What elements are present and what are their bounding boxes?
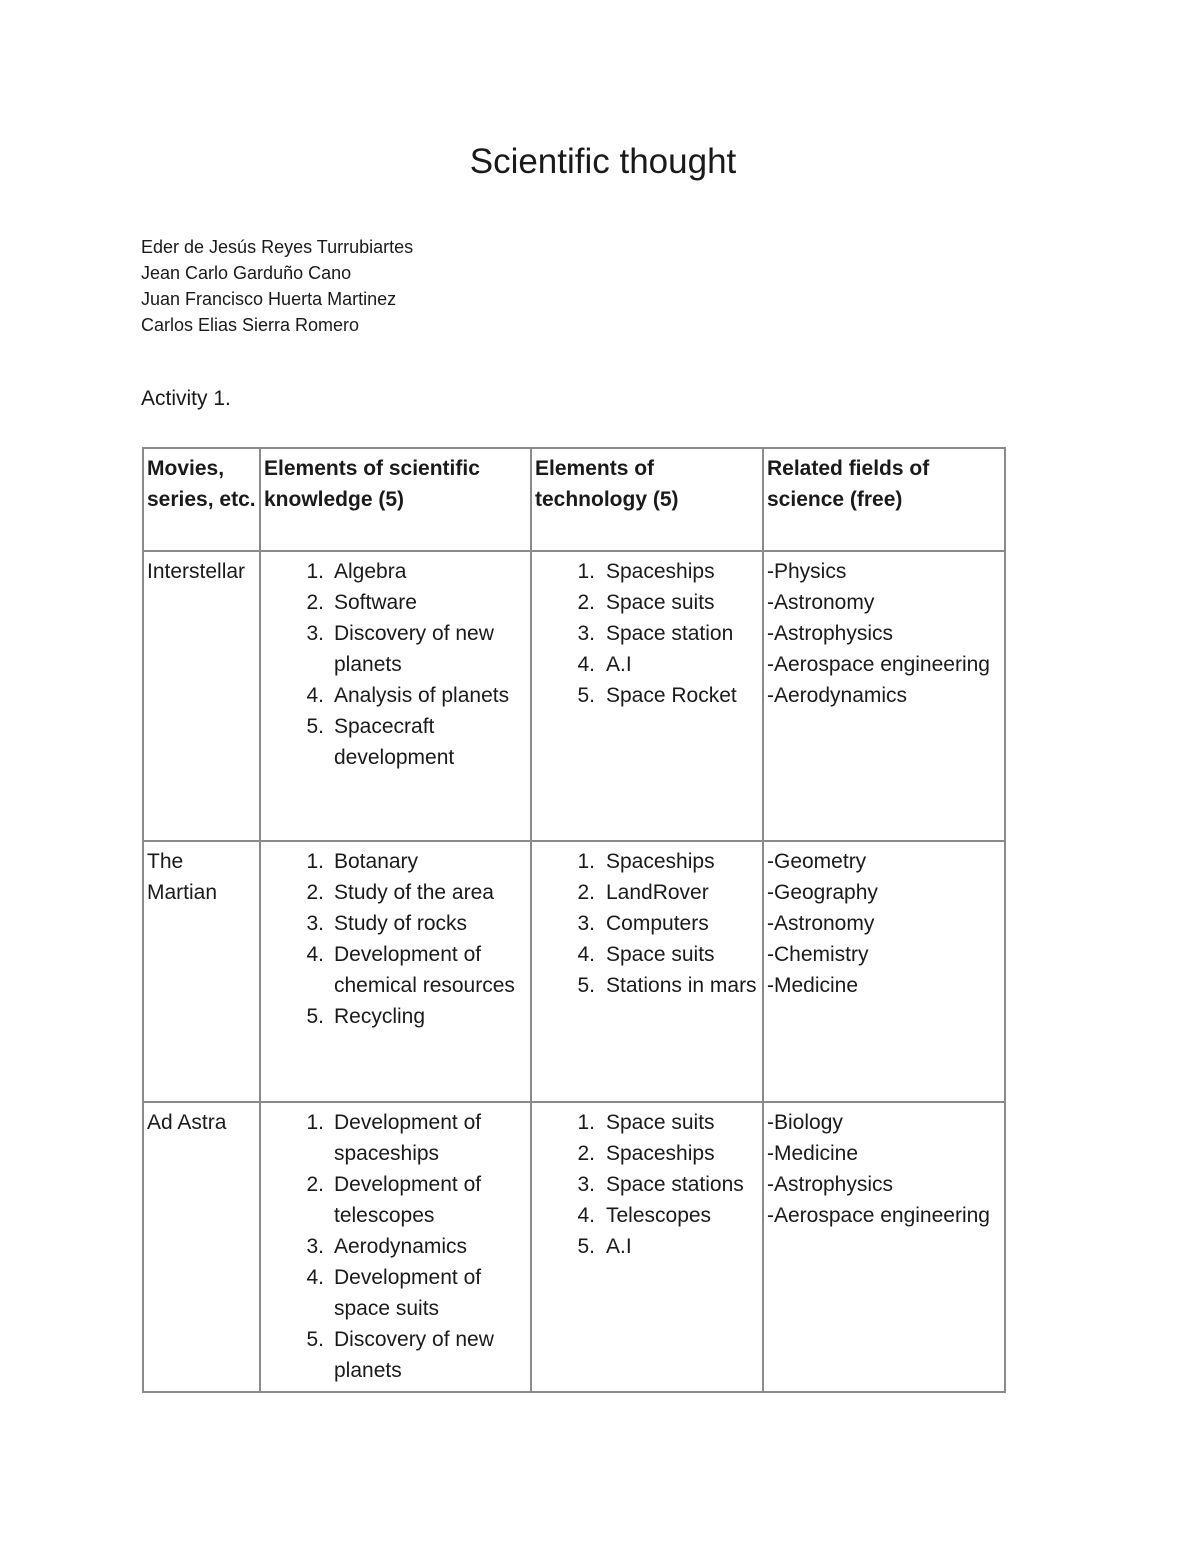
technology-cell	[531, 551, 763, 841]
list-item: 3. Computers	[577, 912, 709, 935]
list-item: 1. Botanary	[306, 850, 419, 873]
knowledge-list	[264, 846, 527, 1032]
list-item: 5. Space Rocket	[577, 684, 737, 707]
author-name: Jean Carlo Garduño Cano	[141, 263, 352, 283]
knowledge-cell	[260, 551, 531, 841]
list-item: 1. Algebra	[306, 560, 407, 583]
activity-label: Activity 1.	[141, 387, 231, 410]
list-item: 5. A.I	[577, 1235, 632, 1258]
knowledge-list	[264, 556, 527, 773]
fields-cell	[763, 1102, 1005, 1392]
knowledge-cell	[260, 1102, 531, 1392]
list-item: 2. Space suits	[577, 591, 715, 614]
header-knowledge: Elements of scientific knowledge (5)	[260, 448, 531, 551]
list-item: 3. Study of rocks	[306, 912, 468, 935]
field-item: -Astronomy	[767, 591, 875, 614]
technology-list	[535, 1107, 759, 1262]
list-item: 1. Space suits	[577, 1111, 715, 1134]
list-item: 4. Development of chemical resources	[306, 943, 515, 997]
page-title: Scientific thought	[469, 142, 737, 181]
movie-title: Ad Astra	[143, 1102, 260, 1392]
author-list	[141, 234, 413, 338]
fields-cell	[763, 841, 1005, 1102]
list-item: 3. Discovery of new planets	[306, 622, 494, 676]
list-item: 2. Development of telescopes	[306, 1173, 482, 1227]
field-item: -Aerodynamics	[767, 684, 908, 707]
field-item: -Medicine	[767, 1142, 859, 1165]
field-item: -Geography	[767, 881, 878, 904]
table-row	[143, 841, 1005, 1102]
movie-title: Interstellar	[143, 551, 260, 841]
field-item: -Aerospace engineering	[767, 653, 990, 676]
list-item: 4. A.I	[577, 653, 632, 676]
list-item: 1. Spaceships	[577, 850, 715, 873]
technology-list	[535, 556, 759, 711]
table-row	[143, 551, 1005, 841]
list-item: 5. Stations in mars	[577, 974, 757, 997]
list-item: 4. Telescopes	[577, 1204, 712, 1227]
field-item: -Biology	[767, 1111, 843, 1134]
fields-cell	[763, 551, 1005, 841]
table-row	[143, 1102, 1005, 1392]
list-item: 4. Space suits	[577, 943, 715, 966]
knowledge-list	[264, 1107, 527, 1386]
list-item: 2. LandRover	[577, 881, 709, 904]
technology-cell	[531, 1102, 763, 1392]
header-technology: Elements of technology (5)	[531, 448, 763, 551]
list-item: 5. Spacecraft development	[306, 715, 455, 769]
author-name: Eder de Jesús Reyes Turrubiartes	[141, 237, 414, 257]
list-item: 2. Software	[306, 591, 417, 614]
field-item: -Astrophysics	[767, 622, 894, 645]
technology-cell	[531, 841, 763, 1102]
list-item: 2. Study of the area	[306, 881, 494, 904]
list-item: 1. Spaceships	[577, 560, 715, 583]
field-item: -Chemistry	[767, 943, 869, 966]
list-item: 5. Discovery of new planets	[306, 1328, 494, 1382]
list-item: 3. Space stations	[577, 1173, 744, 1196]
list-item: 2. Spaceships	[577, 1142, 715, 1165]
field-item: -Geometry	[767, 850, 867, 873]
list-item: 4. Development of space suits	[306, 1266, 482, 1320]
header-movies: Movies, series, etc.	[143, 448, 260, 551]
knowledge-cell	[260, 841, 531, 1102]
technology-list	[535, 846, 759, 1001]
movie-title: The Martian	[143, 841, 260, 1102]
activity-table	[142, 447, 1006, 1393]
field-item: -Physics	[767, 560, 847, 583]
field-item: -Astrophysics	[767, 1173, 894, 1196]
list-item: 4. Analysis of planets	[306, 684, 510, 707]
list-item: 5. Recycling	[306, 1005, 426, 1028]
field-item: -Aerospace engineering	[767, 1204, 990, 1227]
list-item: 1. Development of spaceships	[306, 1111, 482, 1165]
field-item: -Medicine	[767, 974, 859, 997]
header-fields: Related fields of science (free)	[763, 448, 1005, 551]
list-item: 3. Aerodynamics	[306, 1235, 468, 1258]
field-item: -Astronomy	[767, 912, 875, 935]
list-item: 3. Space station	[577, 622, 734, 645]
author-name: Juan Francisco Huerta Martinez	[141, 289, 397, 309]
author-name: Carlos Elias Sierra Romero	[141, 315, 360, 335]
table-header-row	[143, 448, 1005, 551]
